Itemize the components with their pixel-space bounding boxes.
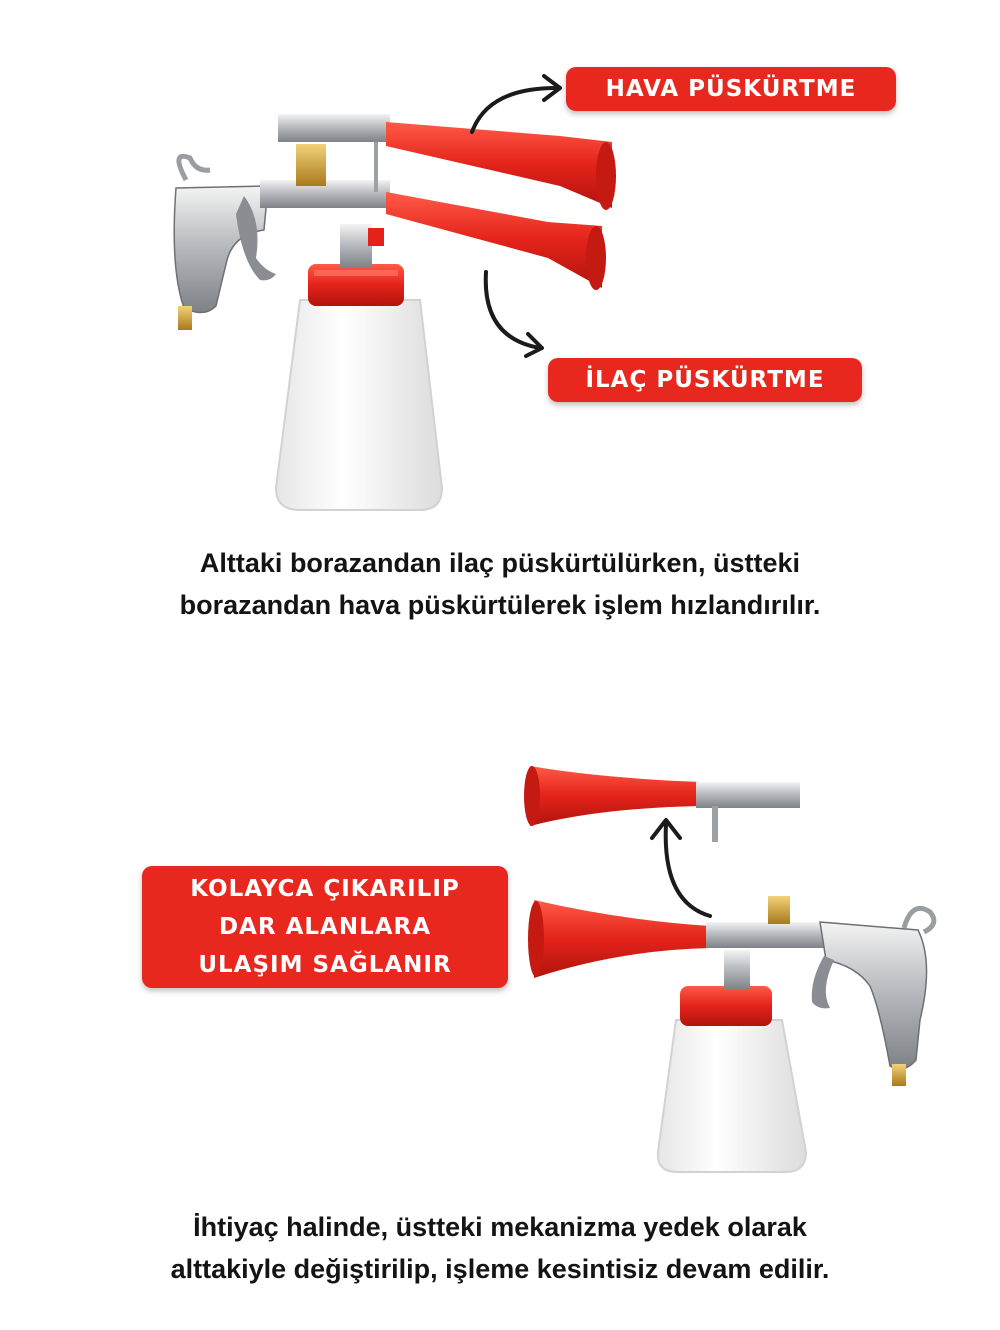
bottom-caption-line-1: İhtiyaç halinde, üstteki mekanizma yedek olarak bbox=[193, 1212, 807, 1242]
removable-horn-label bbox=[142, 866, 508, 988]
curved-arrow-down-icon bbox=[478, 268, 558, 358]
removable-horn-label-line-2: DAR ALANLARA bbox=[218, 914, 432, 940]
curved-arrow-up-icon bbox=[460, 70, 570, 140]
top-caption-line-2: borazandan hava püskürtülerek işlem hızlandırılır. bbox=[179, 590, 821, 620]
dual-horn-spray-gun-image bbox=[150, 90, 630, 520]
air-spray-label: HAVA PÜSKÜRTME bbox=[566, 67, 896, 111]
removable-horn-label-line-3: ULAŞIM SAĞLANIR bbox=[198, 952, 452, 978]
chemical-spray-label: İLAÇ PÜSKÜRTME bbox=[548, 358, 862, 402]
bottom-caption-line-2: alttakiyle değiştirilip, işleme kesintisiz devam edilir. bbox=[170, 1254, 830, 1284]
single-horn-spray-gun-image bbox=[520, 880, 960, 1180]
top-caption bbox=[30, 542, 970, 626]
bottom-caption bbox=[30, 1206, 970, 1290]
removable-horn-label-line-1: KOLAYCA ÇIKARILIP bbox=[190, 876, 460, 902]
top-caption-line-1: Alttaki borazandan ilaç püskürtülürken, üstteki bbox=[199, 548, 801, 578]
